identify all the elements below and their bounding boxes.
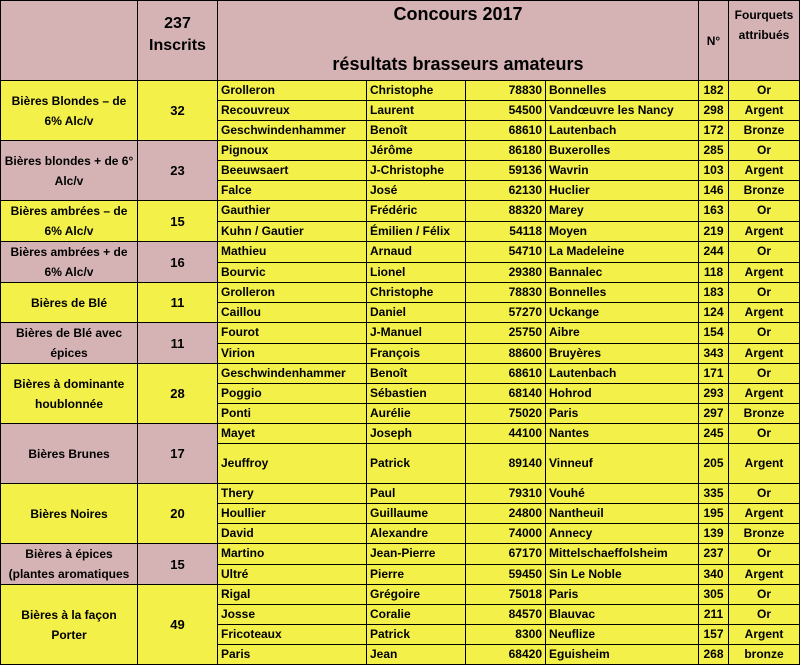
- category-cell: [1, 364, 138, 424]
- award-cell: Argent: [729, 564, 800, 585]
- category-count-cell: [138, 544, 218, 585]
- last-name-cell: David: [218, 524, 367, 544]
- category-count: 23: [170, 163, 185, 178]
- registered-label: Inscrits: [149, 37, 206, 54]
- award-cell: Argent: [729, 384, 800, 404]
- award-cell: Or: [729, 242, 800, 263]
- first-name-cell: Paul: [367, 484, 466, 504]
- award-cell: Bronze: [729, 404, 800, 424]
- award-cell: Or: [729, 424, 800, 444]
- first-name-cell: Benoît: [367, 121, 466, 141]
- postal-code-cell: 68610: [466, 121, 546, 141]
- city-cell: Blauvac: [546, 605, 699, 625]
- category-name: Bières à épices (plantes aromatiques: [8, 547, 130, 581]
- header-award-cell: [729, 1, 800, 81]
- city-cell: Vinneuf: [546, 444, 699, 484]
- category-count: 15: [170, 556, 185, 572]
- last-name-cell: Houllier: [218, 504, 367, 524]
- first-name-cell: Daniel: [367, 303, 466, 323]
- award-cell: Or: [729, 364, 800, 384]
- entry-number-cell: 268: [699, 645, 729, 665]
- last-name-cell: Rigal: [218, 585, 367, 605]
- table-row: [1, 484, 800, 504]
- first-name-cell: Alexandre: [367, 524, 466, 544]
- category-count: 16: [170, 254, 185, 270]
- category-count: 28: [170, 386, 185, 401]
- first-name-cell: Laurent: [367, 101, 466, 121]
- city-cell: Vandœuvre les Nancy: [546, 101, 699, 121]
- category-name: Bières blondes + de 6° Alc/v: [4, 153, 134, 188]
- first-name-cell: José: [367, 181, 466, 201]
- first-name-cell: Patrick: [367, 444, 466, 484]
- category-cell: [1, 323, 138, 364]
- postal-code-cell: 8300: [466, 625, 546, 645]
- first-name-cell: Arnaud: [367, 242, 466, 263]
- award-cell: Argent: [729, 625, 800, 645]
- award-cell: Or: [729, 544, 800, 565]
- first-name-cell: Jérôme: [367, 141, 466, 161]
- category-name: Bières Brunes: [28, 446, 110, 461]
- award-cell: Argent: [729, 221, 800, 242]
- postal-code-cell: 54710: [466, 242, 546, 263]
- city-cell: Neuflize: [546, 625, 699, 645]
- entry-number-cell: 305: [699, 585, 729, 605]
- postal-code-cell: 78830: [466, 81, 546, 101]
- last-name-cell: Beeuwsaert: [218, 161, 367, 181]
- entry-number-cell: 237: [699, 544, 729, 565]
- last-name-cell: Gauthier: [218, 201, 367, 222]
- category-cell: [1, 81, 138, 141]
- category-count-cell: [138, 424, 218, 484]
- entry-number-cell: 146: [699, 181, 729, 201]
- entry-number-cell: 340: [699, 564, 729, 585]
- award-cell: Bronze: [729, 524, 800, 544]
- award-cell: Argent: [729, 161, 800, 181]
- city-cell: Lautenbach: [546, 121, 699, 141]
- city-cell: Buxerolles: [546, 141, 699, 161]
- page-subtitle: résultats brasseurs amateurs: [332, 54, 584, 74]
- registered-count: 237: [164, 15, 191, 32]
- entry-number-cell: 211: [699, 605, 729, 625]
- entry-number-cell: 195: [699, 504, 729, 524]
- last-name-cell: Ultré: [218, 564, 367, 585]
- category-cell: [1, 424, 138, 484]
- postal-code-cell: 25750: [466, 323, 546, 344]
- city-cell: Paris: [546, 585, 699, 605]
- city-cell: Bruyères: [546, 343, 699, 364]
- postal-code-cell: 24800: [466, 504, 546, 524]
- category-count: 49: [170, 617, 185, 632]
- last-name-cell: Mathieu: [218, 242, 367, 263]
- header-category-cell: [1, 1, 138, 81]
- award-cell: Argent: [729, 101, 800, 121]
- category-name: Bières Noires: [30, 506, 108, 521]
- postal-code-cell: 59450: [466, 564, 546, 585]
- city-cell: Nantheuil: [546, 504, 699, 524]
- city-cell: Nantes: [546, 424, 699, 444]
- city-cell: Sin Le Noble: [546, 564, 699, 585]
- award-cell: Bronze: [729, 121, 800, 141]
- category-name: Bières ambrées + de 6% Alc/v: [10, 245, 128, 279]
- last-name-cell: Poggio: [218, 384, 367, 404]
- table-row: [1, 141, 800, 161]
- category-cell: [1, 585, 138, 665]
- city-cell: Bonnelles: [546, 283, 699, 303]
- entry-number-cell: 297: [699, 404, 729, 424]
- entry-number-cell: 118: [699, 262, 729, 283]
- category-count-cell: [138, 364, 218, 424]
- category-count-cell: [138, 242, 218, 283]
- last-name-cell: Thery: [218, 484, 367, 504]
- header-number-cell: [699, 1, 729, 81]
- last-name-cell: Falce: [218, 181, 367, 201]
- entry-number-cell: 124: [699, 303, 729, 323]
- award-cell: Or: [729, 323, 800, 344]
- award-cell: Argent: [729, 262, 800, 283]
- postal-code-cell: 86180: [466, 141, 546, 161]
- award-cell: Argent: [729, 444, 800, 484]
- table-row: [1, 201, 800, 222]
- category-count-cell: [138, 484, 218, 544]
- category-name: Bières ambrées – de 6% Alc/v: [10, 204, 128, 238]
- entry-number-cell: 182: [699, 81, 729, 101]
- first-name-cell: Christophe: [367, 81, 466, 101]
- table-row: [1, 585, 800, 605]
- entry-number-cell: 183: [699, 283, 729, 303]
- first-name-cell: Christophe: [367, 283, 466, 303]
- postal-code-cell: 88320: [466, 201, 546, 222]
- last-name-cell: Bourvic: [218, 262, 367, 283]
- award-column-header-line2: attribués: [738, 28, 790, 42]
- category-name: Bières de Blé avec épices: [15, 326, 123, 360]
- award-cell: Or: [729, 201, 800, 222]
- first-name-cell: Benoît: [367, 364, 466, 384]
- postal-code-cell: 29380: [466, 262, 546, 283]
- first-name-cell: Guillaume: [367, 504, 466, 524]
- award-cell: Argent: [729, 343, 800, 364]
- postal-code-cell: 54118: [466, 221, 546, 242]
- award-cell: Or: [729, 484, 800, 504]
- city-cell: Huclier: [546, 181, 699, 201]
- postal-code-cell: 59136: [466, 161, 546, 181]
- award-cell: bronze: [729, 645, 800, 665]
- entry-number-cell: 298: [699, 101, 729, 121]
- city-cell: Wavrin: [546, 161, 699, 181]
- category-cell: [1, 544, 138, 585]
- postal-code-cell: 68140: [466, 384, 546, 404]
- last-name-cell: Ponti: [218, 404, 367, 424]
- award-cell: Argent: [729, 504, 800, 524]
- last-name-cell: Josse: [218, 605, 367, 625]
- postal-code-cell: 89140: [466, 444, 546, 484]
- city-cell: Lautenbach: [546, 364, 699, 384]
- category-cell: [1, 141, 138, 201]
- city-cell: Uckange: [546, 303, 699, 323]
- category-cell: [1, 283, 138, 323]
- first-name-cell: Lionel: [367, 262, 466, 283]
- category-cell: [1, 201, 138, 242]
- page-title: Concours 2017: [393, 4, 523, 24]
- category-count-cell: [138, 283, 218, 323]
- entry-number-cell: 157: [699, 625, 729, 645]
- postal-code-cell: 67170: [466, 544, 546, 565]
- city-cell: Moyen: [546, 221, 699, 242]
- category-cell: [1, 242, 138, 283]
- entry-number-cell: 139: [699, 524, 729, 544]
- city-cell: Aibre: [546, 323, 699, 344]
- postal-code-cell: 88600: [466, 343, 546, 364]
- award-cell: Argent: [729, 303, 800, 323]
- first-name-cell: Grégoire: [367, 585, 466, 605]
- category-name: Bières à la façon Porter: [21, 607, 117, 642]
- city-cell: La Madeleine: [546, 242, 699, 263]
- first-name-cell: François: [367, 343, 466, 364]
- award-cell: Or: [729, 283, 800, 303]
- award-cell: Or: [729, 605, 800, 625]
- last-name-cell: Fourot: [218, 323, 367, 344]
- first-name-cell: Jean: [367, 645, 466, 665]
- category-count-cell: [138, 141, 218, 201]
- first-name-cell: J-Manuel: [367, 323, 466, 344]
- last-name-cell: Kuhn / Gautier: [218, 221, 367, 242]
- last-name-cell: Martino: [218, 544, 367, 565]
- postal-code-cell: 78830: [466, 283, 546, 303]
- award-cell: Or: [729, 585, 800, 605]
- entry-number-cell: 285: [699, 141, 729, 161]
- last-name-cell: Recouvreux: [218, 101, 367, 121]
- postal-code-cell: 79310: [466, 484, 546, 504]
- first-name-cell: Patrick: [367, 625, 466, 645]
- award-cell: Or: [729, 141, 800, 161]
- entry-number-cell: 335: [699, 484, 729, 504]
- first-name-cell: Pierre: [367, 564, 466, 585]
- header-title-cell: [218, 1, 699, 81]
- award-cell: Bronze: [729, 181, 800, 201]
- postal-code-cell: 57270: [466, 303, 546, 323]
- last-name-cell: Fricoteaux: [218, 625, 367, 645]
- category-cell: [1, 484, 138, 544]
- entry-number-cell: 343: [699, 343, 729, 364]
- first-name-cell: Coralie: [367, 605, 466, 625]
- category-count: 17: [170, 446, 185, 461]
- last-name-cell: Virion: [218, 343, 367, 364]
- last-name-cell: Jeuffroy: [218, 444, 367, 484]
- table-row: [1, 323, 800, 344]
- entry-number-cell: 205: [699, 444, 729, 484]
- category-count-cell: [138, 585, 218, 665]
- city-cell: Annecy: [546, 524, 699, 544]
- postal-code-cell: 44100: [466, 424, 546, 444]
- category-name: Bières Blondes – de 6% Alc/v: [11, 93, 127, 128]
- entry-number-cell: 154: [699, 323, 729, 344]
- city-cell: Paris: [546, 404, 699, 424]
- table-row: [1, 81, 800, 101]
- entry-number-cell: 163: [699, 201, 729, 222]
- category-count: 11: [170, 335, 185, 351]
- city-cell: Mittelschaeffolsheim: [546, 544, 699, 565]
- entry-number-cell: 245: [699, 424, 729, 444]
- table-row: [1, 544, 800, 565]
- last-name-cell: Grolleron: [218, 283, 367, 303]
- last-name-cell: Caillou: [218, 303, 367, 323]
- category-name: Bières de Blé: [30, 295, 108, 310]
- table-row: [1, 364, 800, 384]
- postal-code-cell: 68420: [466, 645, 546, 665]
- postal-code-cell: 54500: [466, 101, 546, 121]
- postal-code-cell: 75018: [466, 585, 546, 605]
- table-row: [1, 242, 800, 263]
- last-name-cell: Pignoux: [218, 141, 367, 161]
- category-count: 32: [170, 103, 185, 118]
- city-cell: Hohrod: [546, 384, 699, 404]
- postal-code-cell: 62130: [466, 181, 546, 201]
- entry-number-cell: 293: [699, 384, 729, 404]
- city-cell: Vouhé: [546, 484, 699, 504]
- city-cell: Bannalec: [546, 262, 699, 283]
- table-row: [1, 283, 800, 303]
- entry-number-cell: 244: [699, 242, 729, 263]
- category-count: 15: [170, 213, 185, 229]
- postal-code-cell: 75020: [466, 404, 546, 424]
- last-name-cell: Grolleron: [218, 81, 367, 101]
- first-name-cell: Émilien / Félix: [367, 221, 466, 242]
- award-cell: Or: [729, 81, 800, 101]
- category-name: Bières à dominante houblonnée: [13, 376, 125, 411]
- award-column-header-line1: Fourquets: [734, 8, 794, 22]
- last-name-cell: Geschwindenhammer: [218, 121, 367, 141]
- entry-number-cell: 103: [699, 161, 729, 181]
- last-name-cell: Mayet: [218, 424, 367, 444]
- last-name-cell: Paris: [218, 645, 367, 665]
- entry-number-cell: 171: [699, 364, 729, 384]
- city-cell: Eguisheim: [546, 645, 699, 665]
- city-cell: Bonnelles: [546, 81, 699, 101]
- city-cell: Marey: [546, 201, 699, 222]
- category-count: 20: [170, 506, 185, 521]
- header-row: [1, 1, 800, 81]
- number-column-header: N°: [706, 33, 721, 48]
- postal-code-cell: 74000: [466, 524, 546, 544]
- last-name-cell: Geschwindenhammer: [218, 364, 367, 384]
- category-count-cell: [138, 81, 218, 141]
- category-count: 11: [170, 295, 185, 310]
- category-count-cell: [138, 201, 218, 242]
- entry-number-cell: 219: [699, 221, 729, 242]
- postal-code-cell: 84570: [466, 605, 546, 625]
- first-name-cell: J-Christophe: [367, 161, 466, 181]
- header-count-cell: [138, 1, 218, 81]
- table-row: [1, 424, 800, 444]
- entry-number-cell: 172: [699, 121, 729, 141]
- first-name-cell: Frédéric: [367, 201, 466, 222]
- first-name-cell: Sébastien: [367, 384, 466, 404]
- first-name-cell: Joseph: [367, 424, 466, 444]
- category-count-cell: [138, 323, 218, 364]
- first-name-cell: Jean-Pierre: [367, 544, 466, 565]
- postal-code-cell: 68610: [466, 364, 546, 384]
- first-name-cell: Aurélie: [367, 404, 466, 424]
